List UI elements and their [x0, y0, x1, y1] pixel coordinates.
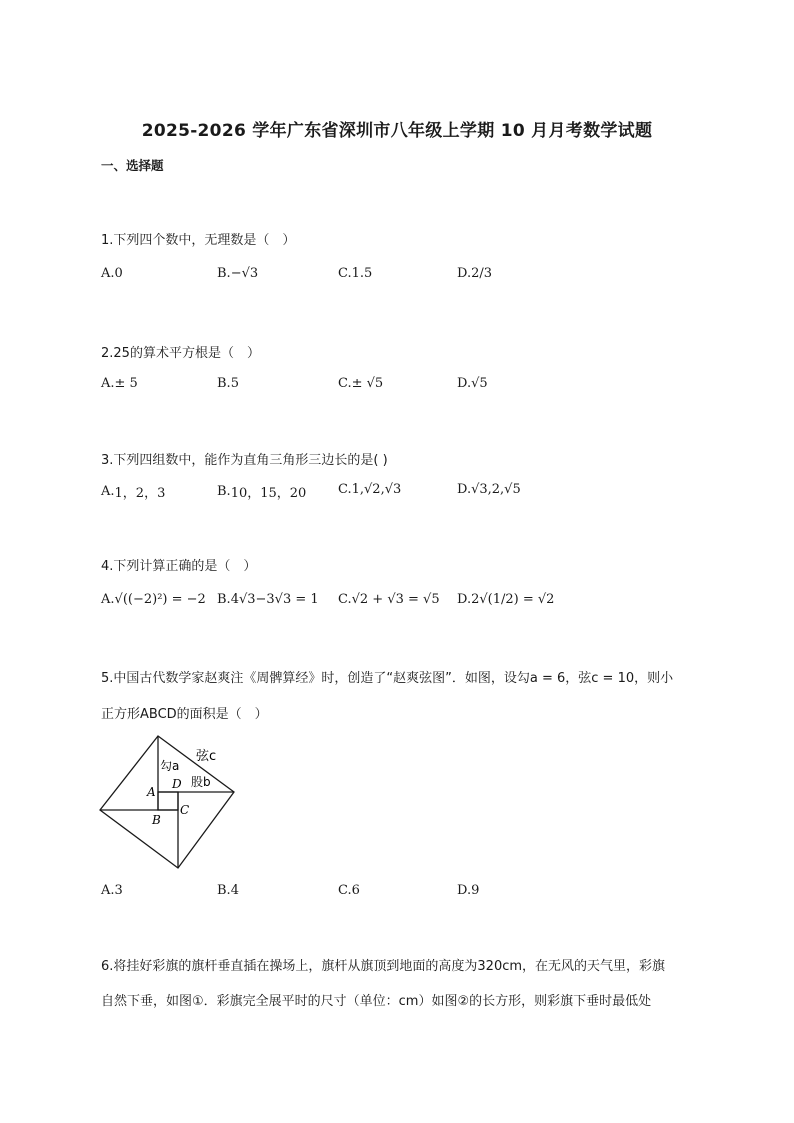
q4-option-a[interactable]: A. √((−2)²) = −2	[101, 592, 206, 607]
question-5-options	[101, 883, 581, 905]
inner-square-abcd	[158, 792, 178, 810]
question-1-stem: 1.下列四个数中，无理数是（ ）	[101, 233, 296, 248]
question-6-stem-line-2: 自然下垂，如图①．彩旗完全展平时的尺寸（单位：cm）如图②的长方形，则彩旗下垂时最低处	[101, 994, 652, 1009]
q1-option-b[interactable]: B. −√3	[217, 266, 259, 281]
q3-option-c[interactable]: C. 1,√2,√3	[338, 482, 402, 497]
label-d: D	[172, 777, 182, 791]
question-5-stem-line-2: 正方形ABCD的面积是（ ）	[101, 707, 268, 722]
q1-option-b-value: −√3	[230, 266, 259, 281]
page-title: 2025-2026 学年广东省深圳市八年级上学期 10 月月考数学试题	[141, 121, 653, 141]
q2-option-d[interactable]: D. √5	[457, 376, 488, 391]
question-2-options	[101, 376, 581, 398]
q5-option-a[interactable]: A. 3	[101, 883, 123, 898]
q1-option-a-value: 0	[114, 266, 123, 281]
zhao-shuang-diagram	[96, 730, 246, 870]
q1-option-a[interactable]: A. 0	[101, 266, 123, 281]
question-2-stem: 2.25的算术平方根是（ ）	[101, 346, 260, 361]
q5-option-d[interactable]: D. 9	[457, 883, 480, 898]
label-hyp: 弦c	[196, 749, 217, 764]
question-6-stem-line-1: 6.将挂好彩旗的旗杆垂直插在操场上，旗杆从旗顶到地面的高度为320cm，在无风的天气里，彩旗	[101, 959, 666, 974]
q3-option-b[interactable]: B. 10，15，20	[217, 484, 307, 501]
question-3-options	[101, 482, 581, 504]
question-1-options	[101, 266, 581, 288]
label-gu: 股b	[191, 775, 211, 789]
q4-option-c[interactable]: C. √2 + √3 = √5	[338, 592, 440, 607]
label-a: A	[147, 785, 156, 799]
label-gou: 勾a	[160, 759, 180, 773]
q1-option-d-value: 2/3	[471, 266, 493, 281]
question-5-stem-line-1: 5.中国古代数学家赵爽注《周髀算经》时，创造了“赵爽弦图”．如图，设勾a = 6，弦c = 10，则小	[101, 671, 674, 686]
q2-option-c[interactable]: C. ± √5	[338, 376, 384, 391]
q2-option-b[interactable]: B. 5	[217, 376, 239, 391]
question-4-options	[101, 592, 581, 614]
q3-option-a[interactable]: A. 1，2，3	[101, 484, 166, 501]
q1-option-d[interactable]: D. 2/3	[457, 266, 493, 281]
question-3-stem: 3.下列四组数中，能作为直角三角形三边长的是( )	[101, 453, 388, 468]
label-b: B	[152, 813, 161, 827]
label-c: C	[180, 803, 190, 817]
q4-option-b[interactable]: B. 4√3−3√3 = 1	[217, 592, 319, 607]
q1-option-c[interactable]: C. 1.5	[338, 266, 373, 281]
q5-option-c[interactable]: C. 6	[338, 883, 360, 898]
q1-option-c-value: 1.5	[351, 266, 373, 281]
q2-option-a[interactable]: A. ± 5	[101, 376, 138, 391]
q5-option-b[interactable]: B. 4	[217, 883, 239, 898]
q4-option-d[interactable]: D. 2√(1/2) = √2	[457, 592, 555, 607]
q3-option-d[interactable]: D. √3,2,√5	[457, 482, 521, 497]
section-heading: 一、选择题	[101, 158, 164, 173]
question-4-stem: 4.下列计算正确的是（ ）	[101, 559, 257, 574]
